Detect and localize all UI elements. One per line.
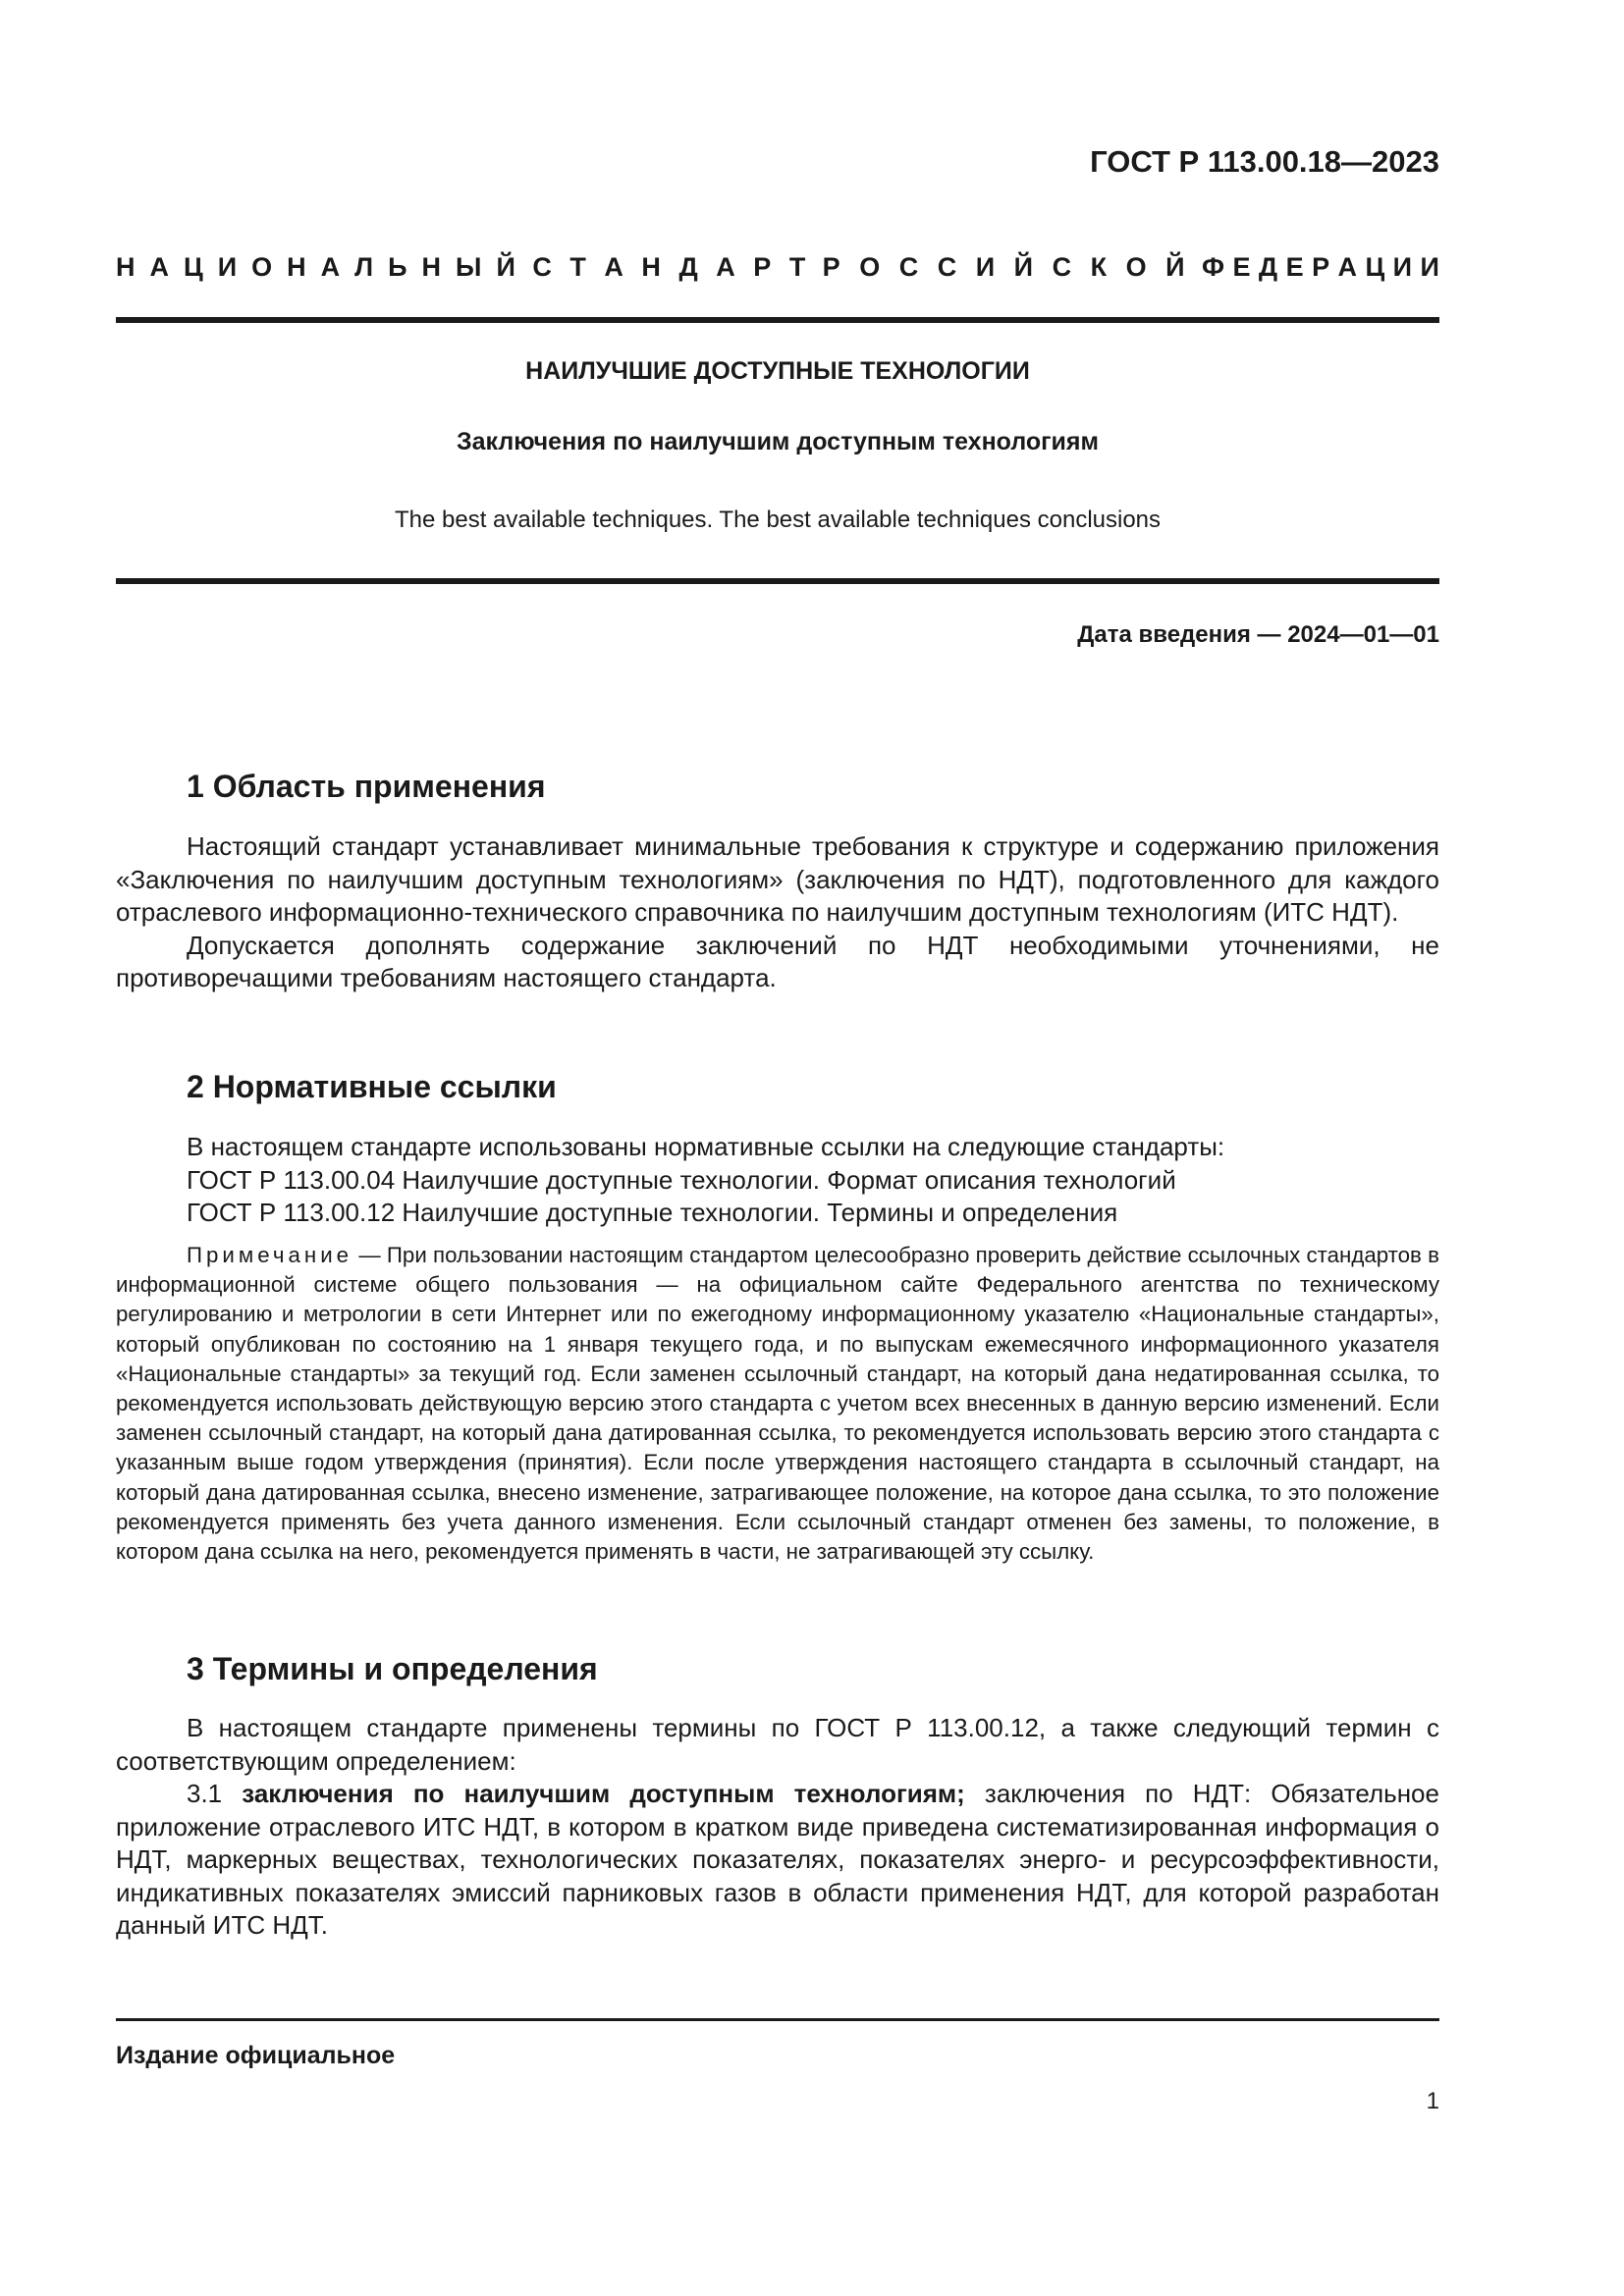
- references-intro: В настоящем стандарте использованы нормативные ссылки на следующие стандарты:: [187, 1132, 1225, 1161]
- term-definition-text: заключения по НДТ: Обязательное приложение отраслевого ИТС НДТ, в котором в кратком виде приведена систематизированная информация о НДТ, маркерных веществах, технологических показателях, показателях энерго- и ресурсоэффективности, индикативных показателях эмиссий парниковых газов в области применения НДТ, для которой разработан данный ИТС НДТ.: [116, 1779, 1439, 1940]
- header-word: Ф Е Д Е Р А Ц И И: [1201, 252, 1439, 282]
- section-3-body: [116, 1712, 1439, 1943]
- title-main: НАИЛУЧШИЕ ДОСТУПНЫЕ ТЕХНОЛОГИИ: [525, 357, 1030, 385]
- intro-date: Дата введения — 2024—01—01: [1077, 621, 1439, 648]
- header-word: Н А Ц И О Н А Л Ь Н Ы Й: [116, 252, 515, 282]
- section-3-heading: 3 Термины и определения: [187, 1651, 598, 1686]
- section-1-paragraph: Настоящий стандарт устанавливает минимальные требования к структуре и содержанию приложения «Заключения по наилучшим доступным технологиям» (заключения по НДТ), подготовленного для каждого отраслевого информационно-технического справочника по наилучшим доступным технологиям (ИТС НДТ).: [116, 831, 1439, 927]
- document-page: [116, 0, 1439, 2296]
- normative-references: [187, 1131, 1439, 1230]
- reference-item: ГОСТ Р 113.00.12 Наилучшие доступные технологии. Термины и определения: [187, 1198, 1118, 1227]
- title-rule: [116, 578, 1439, 584]
- section-1-body: [116, 830, 1439, 995]
- term-definition: [116, 1778, 1439, 1943]
- section-3-paragraph: В настоящем стандарте применены термины по ГОСТ Р 113.00.12, а также следующий термин с соответствующим определением:: [116, 1713, 1439, 1776]
- page-number: 1: [1426, 2088, 1439, 2114]
- section-1-paragraph: Допускается дополнять содержание заключений по НДТ необходимыми уточнениями, не противоречащими требованиям настоящего стандарта.: [116, 930, 1439, 992]
- note-text: — При пользовании настоящим стандартом целесообразно проверить действие ссылочных стандартов в информационной системе общего пользования — на официальном сайте Федерального агентства по техническому регулированию и метрологии в сети Интернет или по ежегодному информационному указателю «Национальные стандарты», который опубликован по состоянию на 1 января текущего года, и по выпускам ежемесячного информационного указателя «Национальные стандарты» за текущий год. Если заменен ссылочный стандарт, на который дана недатированная ссылка, то рекомендуется использовать действующую версию этого стандарта с учетом всех внесенных в данную версию изменений. Если заменен ссылочный стандарт, на который дана датированная ссылка, то рекомендуется использовать версию этого стандарта с указанным выше годом утверждения (принятия). Если после утверждения настоящего стандарта в ссылочный стандарт, на который дана датированная ссылка, внесено изменение, затрагивающее положение, на которое дана ссылка, то это положение рекомендуется применять без учета данного изменения. Если ссылочный стандарт отменен без замены, то положение, в котором дана ссылка на него, рекомендуется применять в части, не затрагивающей эту ссылку.: [116, 1243, 1439, 1565]
- header-rule: [116, 317, 1439, 323]
- note-label: Примечание: [187, 1243, 353, 1267]
- header-word: С Т А Н Д А Р Т: [532, 252, 806, 282]
- references-note: [116, 1241, 1439, 1567]
- title-sub: Заключения по наилучшим доступным технологиям: [456, 428, 1100, 455]
- term-name: заключения по наилучшим доступным технологиям;: [242, 1779, 965, 1808]
- standard-number: ГОСТ Р 113.00.18—2023: [1090, 144, 1439, 179]
- title-english: The best available techniques. The best available techniques conclusions: [394, 507, 1162, 533]
- term-number: 3.1: [187, 1779, 243, 1808]
- section-1-heading: 1 Область применения: [187, 769, 546, 804]
- footer-rule: [116, 2018, 1439, 2021]
- reference-item: ГОСТ Р 113.00.04 Наилучшие доступные технологии. Формат описания технологий: [187, 1164, 1176, 1195]
- section-2-heading: 2 Нормативные ссылки: [187, 1069, 557, 1104]
- national-standard-header: [116, 252, 1439, 283]
- edition-label: Издание официальное: [116, 2042, 396, 2069]
- header-word: Р О С С И Й С К О Й: [822, 252, 1185, 282]
